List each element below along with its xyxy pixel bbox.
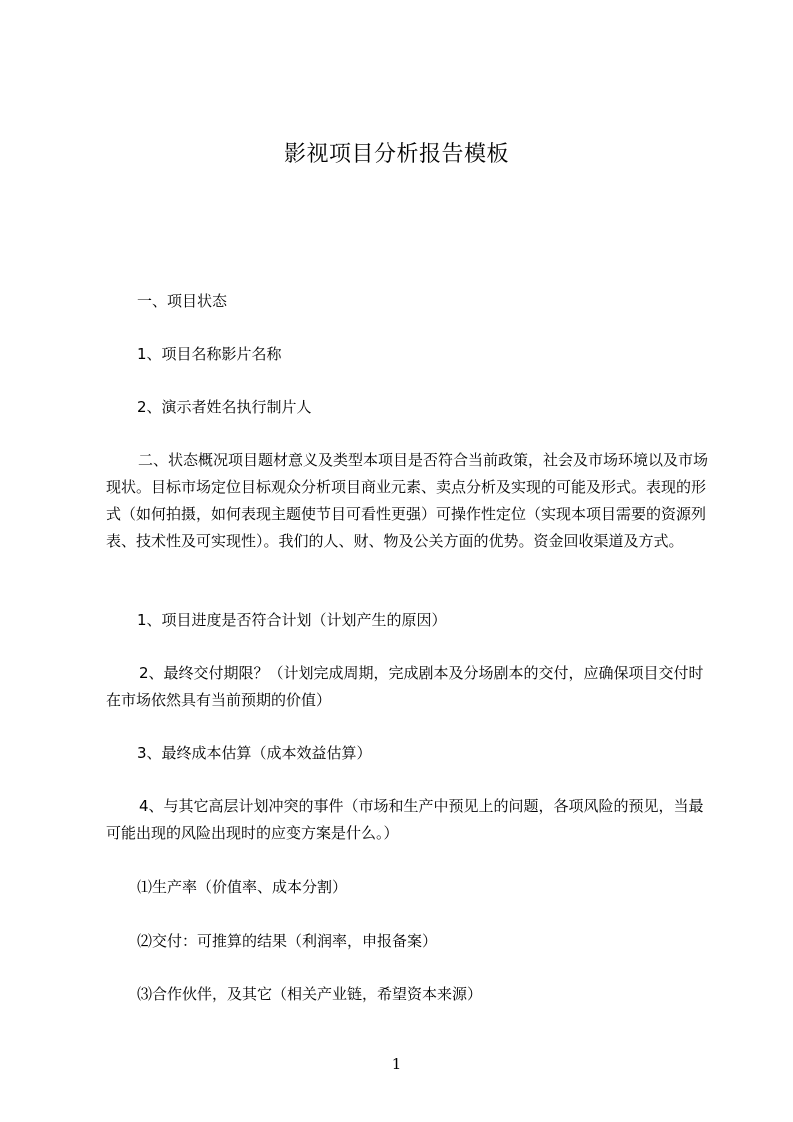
- sub-item-productivity: ⑴生产率（价值率、成本分割）: [137, 878, 348, 896]
- item-conflict-events: 4、与其它高层计划冲突的事件（市场和生产中预见上的问题，各项风险的预见，当最可能出现的风险出现时的应变方案是什么。）: [106, 797, 704, 842]
- item-project-name: 1、项目名称影片名称: [137, 345, 282, 363]
- section-heading-project-status: 一、项目状态: [137, 292, 228, 310]
- page-number: 1: [391, 1055, 402, 1073]
- item-presenter-name: 2、演示者姓名执行制片人: [137, 398, 312, 416]
- section-overview-paragraph: 二、状态概况项目题材意义及类型本项目是否符合当前政策，社会及市场环境以及市场现状。目标市场定位目标观众分析项目商业元素、卖点分析及实现的可能及形式。表现的形式（如何拍摄，如何表现主题使节目可看性更强）可操作性定位（实现本项目需要的资源列表、技术性及可实现性）。我们的人、财、物及公关方面的优势。资金回收渠道及方式。: [106, 451, 709, 550]
- document-title: 影视项目分析报告模板: [283, 142, 509, 167]
- sub-item-partners: ⑶合作伙伴，及其它（相关产业链，希望资本来源）: [137, 985, 483, 1003]
- item-deadline: 2、最终交付期限？（计划完成周期，完成剧本及分场剧本的交付，应确保项目交付时在市场依然具有当前预期的价值）: [106, 664, 704, 709]
- item-progress: 1、项目进度是否符合计划（计划产生的原因）: [137, 611, 447, 629]
- sub-item-delivery: ⑵交付：可推算的结果（利润率，申报备案）: [137, 932, 438, 950]
- item-cost-estimate: 3、最终成本估算（成本效益估算）: [137, 744, 372, 762]
